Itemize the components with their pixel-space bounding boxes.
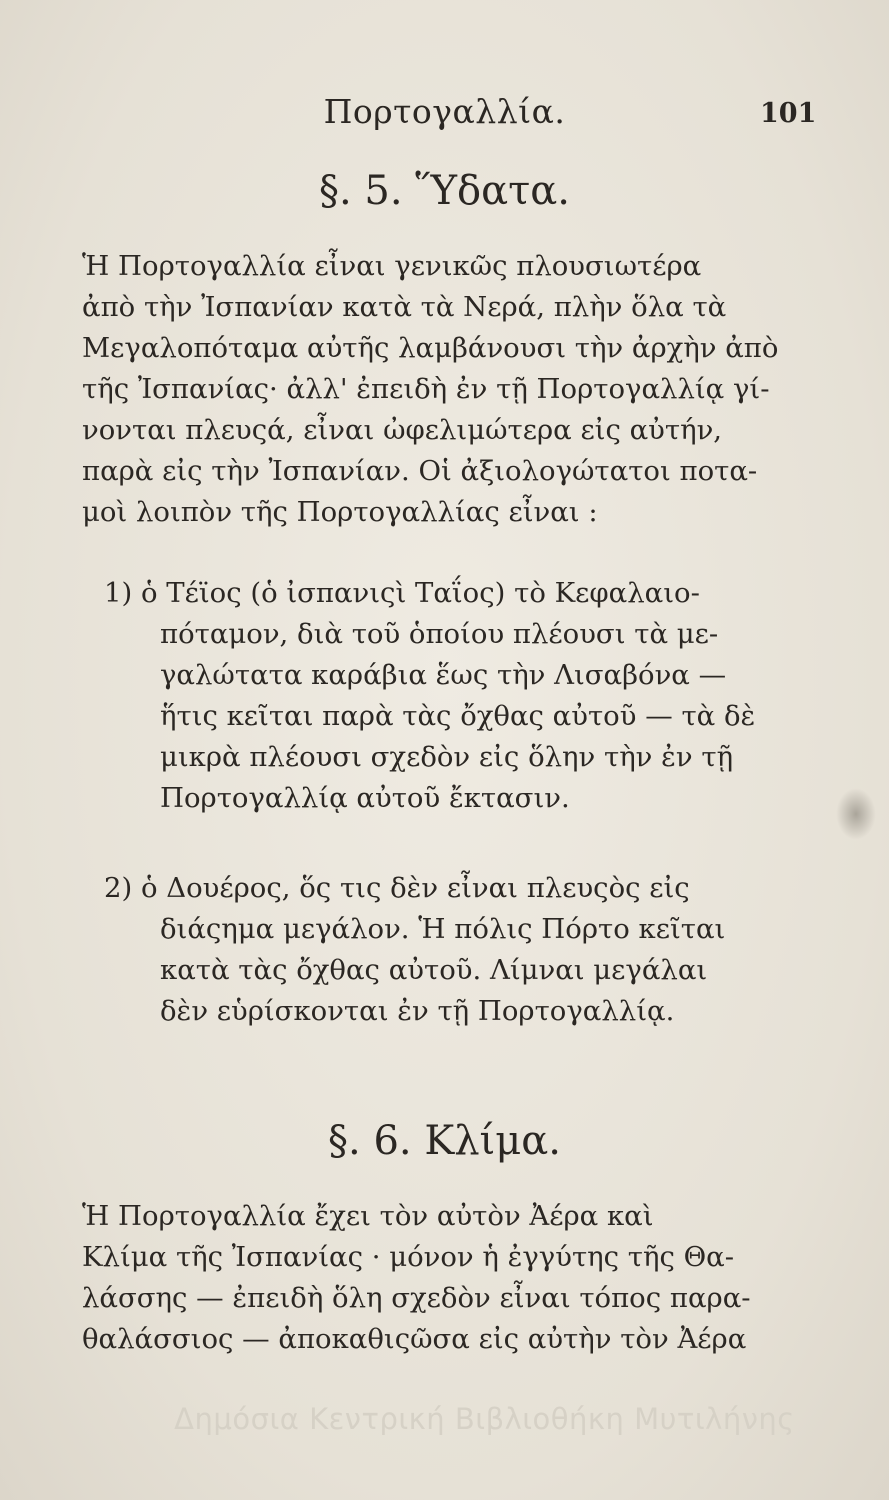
text-line: μικρὰ πλέουσι σχεδὸν εἰς ὅλην τὴν ἐν τῇ — [160, 741, 734, 773]
text-line: 2) ὁ Δουέρος, ὅς τις δὲν εἶναι πλευςὸς εἰς — [104, 872, 690, 904]
section-6-paragraph — [82, 1196, 751, 1360]
text-line: γαλώτατα καράβια ἕως τὴν Λισαβόνα — — [160, 659, 727, 691]
text-line: Ἡ Πορτογαλλία εἶναι γενικῶς πλουσιωτέρα — [82, 250, 702, 282]
section-5-paragraph — [82, 246, 778, 533]
text-line: Ἡ Πορτογαλλία ἔχει τὸν αὐτὸν Ἀέρα καὶ — [82, 1200, 654, 1232]
page-number: 101 — [760, 98, 817, 129]
running-header: Πορτογαλλία. — [323, 92, 566, 131]
text-line: ἥτις κεῖται παρὰ τὰς ὄχθας αὐτοῦ — τὰ δὲ — [160, 700, 756, 732]
list-item-tagus — [104, 573, 755, 819]
text-line: νονται πλευςά, εἶναι ὠφελιμώτερα εἰς αὐτήν, — [82, 414, 723, 446]
text-line: κατὰ τὰς ὄχθας αὐτοῦ. Λίμναι μεγάλαι — [160, 954, 708, 986]
text-line: μοὶ λοιπὸν τῆς Πορτογαλλίας εἶναι : — [82, 496, 598, 528]
text-line: παρὰ εἰς τὴν Ἰσπανίαν. Οἱ ἀξιολογώτατοι ποτα- — [82, 455, 758, 487]
ink-smudge — [836, 788, 876, 840]
text-line: Πορτογαλλίᾳ αὐτοῦ ἔκτασιν. — [160, 782, 570, 814]
text-line: πόταμον, διὰ τοῦ ὁποίου πλέουσι τὰ με- — [160, 618, 719, 650]
text-line: διάςημα μεγάλον. Ἡ πόλις Πόρτο κεῖται — [160, 913, 726, 945]
text-line: τῆς Ἰσπανίας· ἀλλ' ἐπειδὴ ἐν τῇ Πορτογαλλίᾳ γί- — [82, 373, 770, 405]
text-line: δὲν εὑρίσκονται ἐν τῇ Πορτογαλλίᾳ. — [160, 995, 675, 1027]
library-watermark: Δημόσια Κεντρική Βιβλιοθήκη Μυτιλήνης — [174, 1402, 795, 1436]
text-line: λάσσης — ἐπειδὴ ὅλη σχεδὸν εἶναι τόπος παρα- — [82, 1282, 751, 1314]
text-line: θαλάσσιος — ἀποκαθιςῶσα εἰς αὐτὴν τὸν Ἀέρα — [82, 1323, 747, 1355]
text-line: ἀπὸ τὴν Ἰσπανίαν κατὰ τὰ Νερά, πλὴν ὅλα τὰ — [82, 291, 727, 323]
section-6-heading: §. 6. Κλίμα. — [328, 1118, 561, 1164]
list-item-douro — [104, 868, 725, 1032]
text-line: 1) ὁ Τέϊος (ὁ ἰσπανιςὶ Ταΐος) τὸ Κεφαλαιο- — [104, 577, 700, 609]
text-line: Μεγαλοπόταμα αὐτῆς λαμβάνουσι τὴν ἀρχὴν ἀπὸ — [82, 332, 779, 364]
text-line: Κλίμα τῆς Ἰσπανίας · μόνον ἡ ἐγγύτης τῆς Θα- — [82, 1241, 735, 1273]
section-5-heading: §. 5. Ὕδατα. — [318, 168, 570, 214]
